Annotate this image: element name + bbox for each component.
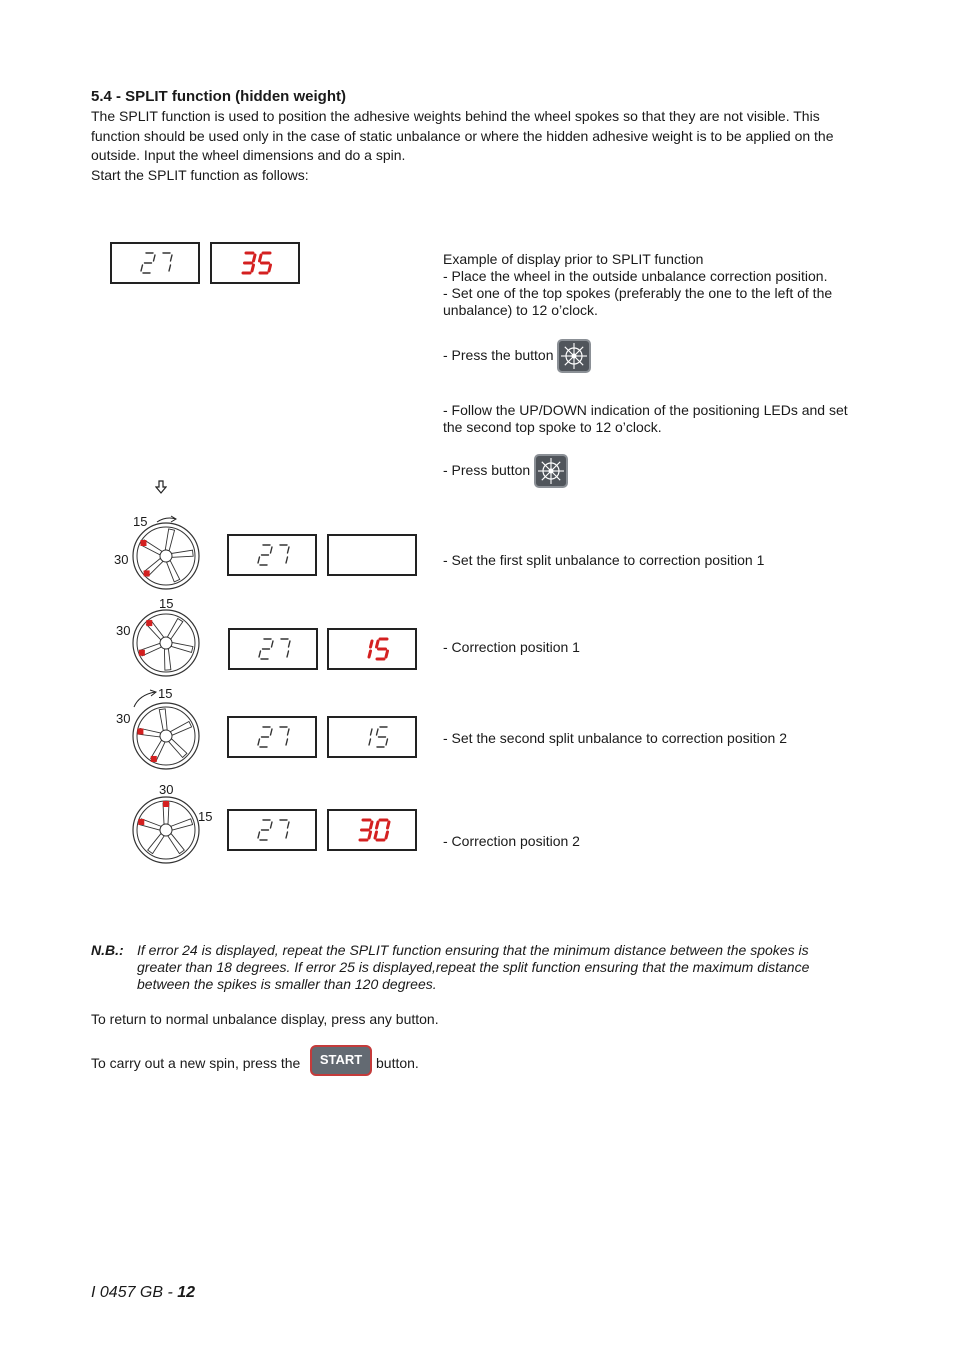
note-text: If error 24 is displayed, repeat the SPLIT function ensuring that the minimum distance between the spokes is greater than 18 degrees. If error 25 is displayed,repeat the split function ensuring that the maximum distance between the spikes is smaller than 120 degrees. xyxy=(137,942,810,992)
wheel-label: 30 xyxy=(116,623,131,638)
doc-code: I 0457 GB - xyxy=(91,1284,178,1301)
wheel-label: 15 xyxy=(133,514,148,529)
digit-segment xyxy=(288,822,290,828)
hidden-weight xyxy=(144,570,150,576)
row3-text: - Set the second split unbalance to correction position 2 xyxy=(443,730,787,746)
digit-segment xyxy=(386,832,388,838)
press-button-line-1 xyxy=(443,338,848,373)
wheel-diagram-4 xyxy=(130,794,202,866)
press-text: - Press the button xyxy=(443,347,554,363)
digit-segment xyxy=(288,729,290,735)
spin-text-before: To carry out a new spin, press the xyxy=(91,1055,301,1071)
hidden-weight xyxy=(151,756,157,762)
wheel-label: 15 xyxy=(198,809,213,824)
digit-segment xyxy=(286,832,288,838)
digit-segment xyxy=(258,739,260,745)
display-left-row2 xyxy=(228,628,318,670)
arrow-down-icon xyxy=(155,480,167,494)
digit-segment xyxy=(371,822,373,828)
digit-segment xyxy=(258,832,260,838)
display-right-row4 xyxy=(327,809,417,851)
follow-text: - Follow the UP/DOWN indication of the positioning LEDs and set the second top spoke to 12 o’clock. xyxy=(443,402,848,435)
hidden-weight xyxy=(139,650,145,656)
press-text: - Press button xyxy=(443,462,531,478)
wheel-diagram-3 xyxy=(130,700,202,772)
spin-text-after: button. xyxy=(376,1055,419,1071)
hidden-weight xyxy=(146,620,152,626)
display-right-top xyxy=(210,242,300,284)
wheel-label: 30 xyxy=(116,711,131,726)
digit-segment xyxy=(260,255,262,261)
digit-segment xyxy=(287,651,289,657)
digit-segment xyxy=(369,739,371,745)
digit-segment xyxy=(377,729,379,735)
intro-line: outside. Input the wheel dimensions and do a spin. xyxy=(91,147,406,163)
digit-segment xyxy=(375,832,377,838)
digit-segment xyxy=(271,729,273,735)
digit-segment xyxy=(286,739,288,745)
display-right-row3 xyxy=(327,716,417,758)
intro-line: The SPLIT function is used to position the adhesive weights behind the wheel spokes so that they are not visible. This xyxy=(91,108,820,124)
digit-segment xyxy=(286,557,288,563)
hidden-weight xyxy=(140,540,146,546)
arrow-curve-icon xyxy=(131,689,159,709)
icon-hub xyxy=(549,469,554,474)
digit-segment xyxy=(141,265,143,271)
digit-segment xyxy=(259,651,261,657)
digit-segment xyxy=(288,547,290,553)
row2-text: - Correction position 1 xyxy=(443,639,580,655)
arrow-right-icon xyxy=(156,513,178,525)
digit-segment xyxy=(371,641,373,647)
section-heading: 5.4 - SPLIT function (hidden weight) xyxy=(91,88,346,105)
display-left-row4 xyxy=(227,809,317,851)
display-right-row1 xyxy=(327,534,417,576)
display-left-row3 xyxy=(227,716,317,758)
wheel-label: 15 xyxy=(159,596,174,611)
wheel-label: 30 xyxy=(114,552,129,567)
wheel-label: 15 xyxy=(158,686,173,701)
digit-segment xyxy=(271,547,273,553)
row4-text: - Correction position 2 xyxy=(443,833,580,849)
digit-segment xyxy=(171,255,173,261)
wheel-label: 30 xyxy=(159,782,174,797)
digit-segment xyxy=(386,651,388,657)
example-line: Example of display prior to SPLIT function xyxy=(443,251,704,267)
digit-segment xyxy=(369,651,371,657)
page-footer xyxy=(91,1284,195,1302)
digit-segment xyxy=(154,255,156,261)
intro-line: Start the SPLIT function as follows: xyxy=(91,166,309,183)
wheel-split-icon[interactable] xyxy=(557,339,591,373)
digit-segment xyxy=(258,557,260,563)
display-left-row1 xyxy=(227,534,317,576)
hidden-weight xyxy=(138,819,144,825)
digit-segment xyxy=(272,641,274,647)
display-right-row2 xyxy=(327,628,417,670)
press-button-line-2 xyxy=(443,453,848,488)
example-text xyxy=(443,251,848,319)
intro-line: function should be used only in the case of static unbalance or where the hidden adhesive weight is to be applied on the xyxy=(91,127,834,144)
wheel-diagram-1 xyxy=(130,520,202,592)
hidden-weight xyxy=(137,728,143,734)
digit-segment xyxy=(386,739,388,745)
digit-segment xyxy=(169,265,171,271)
digit-segment xyxy=(377,641,379,647)
icon-hub xyxy=(572,354,577,359)
digit-segment xyxy=(252,265,254,271)
digit-segment xyxy=(271,822,273,828)
example-line: - Place the wheel in the outside unbalance correction position. xyxy=(443,268,828,284)
hidden-weight xyxy=(163,801,169,807)
digit-segment xyxy=(377,822,379,828)
digit-segment xyxy=(269,265,271,271)
intro-paragraph xyxy=(91,107,851,185)
digit-segment xyxy=(254,255,256,261)
note-label: N.B.: xyxy=(91,942,124,958)
wheel-split-icon[interactable] xyxy=(534,454,568,488)
start-button[interactable]: START xyxy=(310,1045,372,1076)
return-text: To return to normal unbalance display, press any button. xyxy=(91,1011,439,1027)
wheel-diagram-2 xyxy=(130,607,202,679)
digit-segment xyxy=(369,832,371,838)
row1-text: - Set the first split unbalance to correction position 1 xyxy=(443,552,765,568)
digit-segment xyxy=(371,729,373,735)
display-left-top xyxy=(110,242,200,284)
digit-segment xyxy=(388,822,390,828)
digit-segment xyxy=(289,641,291,647)
example-line: - Set one of the top spokes (preferably the one to the left of the unbalance) to 12 o’clock. xyxy=(443,285,833,318)
page-number: 12 xyxy=(177,1284,196,1301)
